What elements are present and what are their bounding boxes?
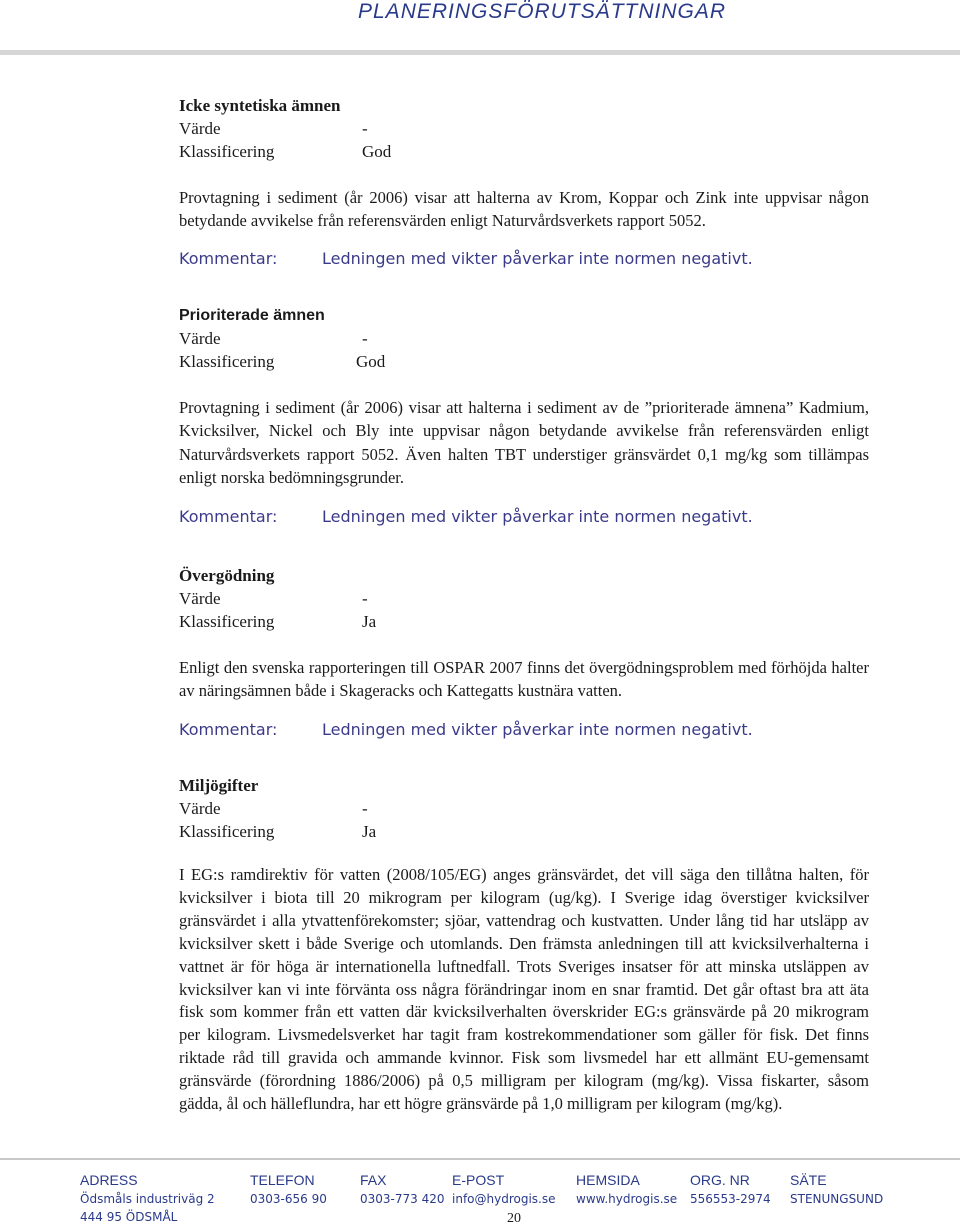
footer-epost-value[interactable]: info@hydrogis.se: [452, 1192, 556, 1206]
footer-telefon-label: TELEFON: [250, 1172, 315, 1188]
footer-telefon-value: 0303-656 90: [250, 1192, 327, 1206]
footer-orgnr-label: ORG. NR: [690, 1172, 750, 1188]
comment-row: [179, 247, 869, 270]
value-row: [179, 117, 869, 140]
class-row: [179, 820, 869, 843]
value-label: Värde: [179, 119, 221, 138]
section-paragraph: Provtagning i sediment (år 2006) visar att halterna av Krom, Koppar och Zink inte uppvisar någon betydande avvikelse från referensvärden enligt Naturvårdsverkets rapport 5052.: [179, 188, 869, 231]
comment-label: Kommentar:: [179, 507, 278, 527]
value-label: Värde: [179, 589, 221, 608]
comment-label: Kommentar:: [179, 719, 278, 739]
class-row: [179, 140, 869, 163]
comment-label: Kommentar:: [179, 248, 278, 268]
value-row: [179, 327, 869, 350]
section-heading: Prioriterade ämnen: [179, 307, 325, 324]
value-label: Värde: [179, 799, 221, 818]
class-text: God: [362, 142, 392, 161]
class-label: Klassificering: [179, 612, 275, 631]
footer-epost-label: E-POST: [452, 1172, 505, 1188]
footer-adress-line2: 444 95 ÖDSMÅL: [80, 1210, 178, 1224]
class-text: God: [356, 352, 386, 371]
comment-row: [179, 505, 869, 528]
value-text: -: [362, 589, 368, 608]
comment-row: [179, 718, 869, 741]
class-row: [179, 350, 869, 373]
class-label: Klassificering: [179, 142, 275, 161]
class-text: Ja: [362, 822, 377, 841]
section-miljogifter: [179, 774, 869, 1116]
footer-sate-value: STENUNGSUND: [790, 1192, 884, 1206]
footer-orgnr-value: 556553-2974: [690, 1192, 771, 1206]
class-label: Klassificering: [179, 822, 275, 841]
section-paragraph: Enligt den svenska rapporteringen till OSPAR 2007 finns det övergödningsproblem med förhöjda halter av näringsämnen både i Skageracks och Kattegatts kustnära vatten.: [179, 658, 869, 701]
section-paragraph: Provtagning i sediment (år 2006) visar att halterna i sediment av de ”prioriterade ämnena” Kadmium, Kvicksilver, Nickel och Bly inte uppvisar någon betydande avvikelse från referensvärden enligt Naturvårdsverkets rapport 5052. Även halten TBT understiger gränsvärdet 0,1 mg/kg som tillämpas enligt norska bedömningsgrunder.: [179, 398, 869, 487]
footer-rule: [0, 1158, 960, 1160]
value-text: -: [362, 329, 368, 348]
footer-sate: [790, 1172, 883, 1210]
value-text: -: [362, 799, 368, 818]
footer-epost: [452, 1172, 556, 1210]
value-text: -: [362, 119, 368, 138]
value-label: Värde: [179, 329, 221, 348]
footer-hemsida-label: HEMSIDA: [576, 1172, 640, 1188]
class-row: [179, 610, 869, 633]
footer-adress-label: ADRESS: [80, 1172, 138, 1188]
header-rule: [0, 50, 960, 55]
page-header-title: PLANERINGSFÖRUTSÄTTNINGAR: [358, 0, 727, 23]
section-heading: Miljögifter: [179, 776, 259, 795]
section-overgodning: [179, 564, 869, 741]
value-row: [179, 797, 869, 820]
footer-telefon: [250, 1172, 327, 1210]
section-heading: Icke syntetiska ämnen: [179, 96, 341, 115]
page-number: 20: [507, 1211, 521, 1226]
comment-text: Ledningen med vikter påverkar inte normen negativt.: [322, 507, 753, 527]
footer-orgnr: [690, 1172, 771, 1210]
section-heading: Övergödning: [179, 566, 275, 585]
footer-adress: [80, 1172, 215, 1228]
section-icke-syntetiska: [179, 94, 869, 270]
footer-hemsida: [576, 1172, 677, 1210]
footer-fax-value: 0303-773 420: [360, 1192, 445, 1206]
footer-hemsida-value[interactable]: www.hydrogis.se: [576, 1192, 678, 1206]
footer-adress-line1: Ödsmåls industriväg 2: [80, 1192, 215, 1206]
value-row: [179, 587, 869, 610]
class-text: Ja: [362, 612, 377, 631]
class-label: Klassificering: [179, 352, 275, 371]
section-paragraph: I EG:s ramdirektiv för vatten (2008/105/EG) anges gränsvärdet, det vill säga den tillåtna halten, för kvicksilver i biota till 20 mikrogram per kilogram (ug/kg). I Sverige idag överstiger kvicksilver gränsvärdet i alla ytvattenförekomster; sjöar, vattendrag och kustvatten. Under lång tid har utsläpp av kvicksilver skett i både Sverige och utomlands. Den främsta anledningen till att kvicksilverhalterna i vattnet är för höga är internationella luftnedfall. Trots Sveriges insatser för att minska utsläppen av kvicksilver kan vi inte förvänta oss några förändringar inom en snar framtid. Det går oftast bra att äta fisk som kommer från ett vatten där kvicksilverhalten överskrider EG:s gränsvärde på 20 mikrogram per kilogram. Livsmedelsverket har tagit fram kostrekommendationer som gäller för fisk. Det finns riktade råd till gravida och ammande kvinnor. Fisk som livsmedel har ett allmänt EU-gemensamt gränsvärde (förordning 1886/2006) på 0,5 milligram per kilogram (mg/kg). Vissa fiskarter, såsom gädda, ål och hälleflundra, har ett högre gränsvärde på 1,0 milligram per kilogram (mg/kg).: [179, 865, 869, 1114]
footer-sate-label: SÄTE: [790, 1172, 827, 1188]
comment-text: Ledningen med vikter påverkar inte normen negativt.: [322, 719, 753, 739]
section-prioriterade: [179, 304, 869, 528]
comment-text: Ledningen med vikter påverkar inte normen negativt.: [322, 248, 753, 268]
footer-fax: [360, 1172, 445, 1210]
footer-fax-label: FAX: [360, 1172, 387, 1188]
